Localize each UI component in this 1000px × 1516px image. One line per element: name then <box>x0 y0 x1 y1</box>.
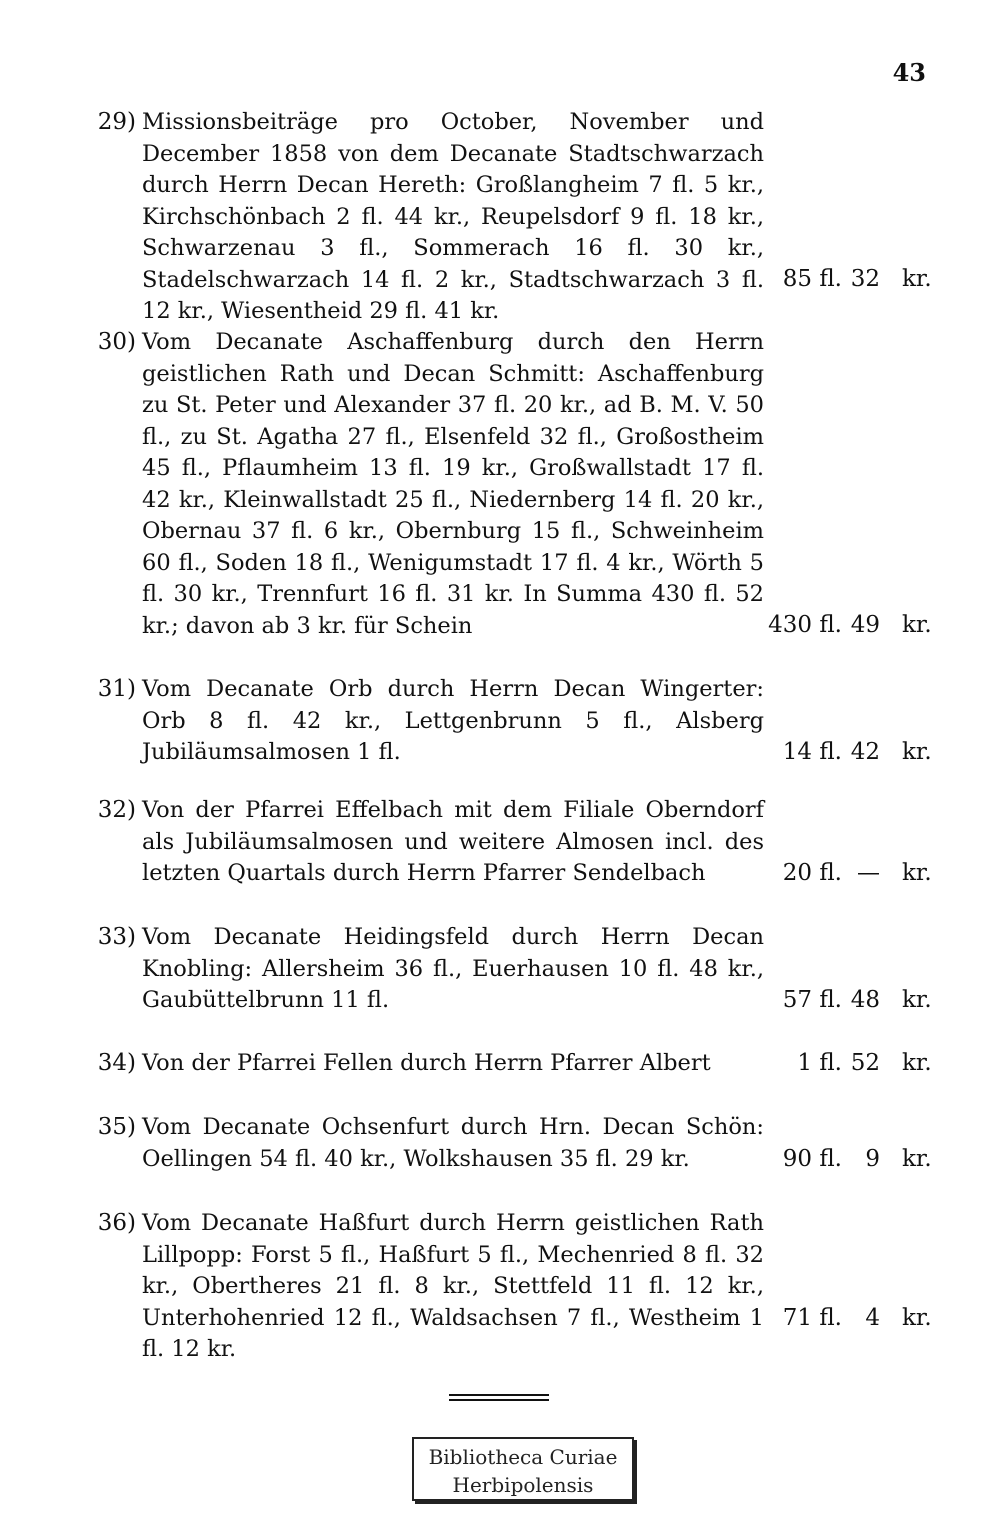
amount-fl: 430 fl. <box>768 612 842 638</box>
kr-label: kr. <box>902 739 932 765</box>
entry-amount <box>764 985 930 1017</box>
kr-label: kr. <box>902 987 932 1013</box>
entry-number: 33) <box>97 924 136 950</box>
entry-text: Missionsbeiträge pro October, November und December 1858 von dem Decanate Stadtschwarzach durch Herrn Decan Hereth: Großlangheim 7 fl. 5 kr., Kirchschönbach 2 fl. 44 kr., Reupelsdorf 9 fl. 18 kr., Schwarzenau 3 fl., Sommerach 16 fl. 30 kr., Stadelschwarzach 14 fl. 2 kr., Stadtschwarzach 3 fl. 12 kr., Wiesentheid 29 fl. 41 kr. <box>142 109 764 324</box>
list-item <box>0 1048 1000 1082</box>
entry-text: Vom Decanate Heidingsfeld durch Herrn Decan Knobling: Allersheim 36 fl., Euerhausen 10 fl. 48 kr., Gaubüttelbrunn 11 fl. <box>142 924 764 1013</box>
list-item <box>0 674 1000 770</box>
amount-kr: 48 <box>850 987 880 1013</box>
entry-number: 36) <box>97 1210 136 1236</box>
entry-amount <box>764 737 930 769</box>
entry-number: 30) <box>97 329 136 355</box>
amount-fl: 57 fl. <box>782 987 842 1013</box>
list-item <box>0 107 1000 324</box>
list-item <box>0 922 1000 1018</box>
amount-kr: — <box>857 860 880 886</box>
amount-kr: 52 <box>850 1050 880 1076</box>
amount-fl: 71 fl. <box>782 1305 842 1331</box>
closing-rule <box>449 1394 549 1396</box>
closing-rule <box>449 1399 549 1401</box>
kr-label: kr. <box>902 266 932 292</box>
amount-kr: 32 <box>850 266 880 292</box>
amount-fl: 1 fl. <box>797 1050 842 1076</box>
entry-number: 31) <box>97 676 136 702</box>
list-item <box>0 1112 1000 1176</box>
entry-text: Vom Decanate Orb durch Herrn Decan Wingerter: Orb 8 fl. 42 kr., Lettgenbrunn 5 fl., Alsberg Jubiläumsalmosen 1 fl. <box>142 676 764 765</box>
amount-kr: 49 <box>850 612 880 638</box>
kr-label: kr. <box>902 1146 932 1172</box>
entry-text: Von der Pfarrei Fellen durch Herrn Pfarrer Albert <box>142 1050 711 1076</box>
entry-text: Vom Decanate Ochsenfurt durch Hrn. Decan Schön: Oellingen 54 fl. 40 kr., Wolkshausen 35 fl. 29 kr. <box>142 1114 764 1172</box>
page-number: 43 <box>892 58 926 87</box>
amount-kr: 42 <box>850 739 880 765</box>
amount-fl: 90 fl. <box>782 1146 842 1172</box>
amount-fl: 14 fl. <box>782 739 842 765</box>
kr-label: kr. <box>902 1050 932 1076</box>
amount-fl: 20 fl. <box>782 860 842 886</box>
list-item <box>0 327 1000 643</box>
entry-text: Vom Decanate Aschaffenburg durch den Herrn geistlichen Rath und Decan Schmitt: Aschaffenburg zu St. Peter und Alexander 37 fl. 20 kr., ad B. M. V. 50 fl., zu St. Agatha 27 fl., Elsenfeld 32 fl., Großostheim 45 fl., Pflaumheim 13 fl. 19 kr., Großwallstadt 17 fl. 42 kr., Kleinwallstadt 25 fl., Niedernberg 14 fl. 20 kr., Obernau 37 fl. 6 kr., Obernburg 15 fl., Schweinheim 60 fl., Soden 18 fl., Wenigumstadt 17 fl. 4 kr., Wörth 5 fl. 30 kr., Trennfurt 16 fl. 31 kr. In Summa 430 fl. 52 kr.; davon ab 3 kr. für Schein <box>142 329 764 639</box>
entry-amount <box>764 610 930 642</box>
list-item <box>0 1208 1000 1362</box>
amount-kr: 4 <box>865 1305 880 1331</box>
entry-number: 29) <box>97 109 136 135</box>
entry-number: 32) <box>97 797 136 823</box>
entry-amount <box>764 1048 930 1080</box>
amount-fl: 85 fl. <box>782 266 842 292</box>
kr-label: kr. <box>902 612 932 638</box>
stamp-line: Bibliotheca Curiae <box>428 1445 618 1469</box>
entry-text: Vom Decanate Haßfurt durch Herrn geistlichen Rath Lillpopp: Forst 5 fl., Haßfurt 5 fl., Mechenried 8 fl. 32 kr., Obertheres 21 fl. 8 kr., Stettfeld 11 fl. 12 kr., Unterhohenried 12 fl., Waldsachsen 7 fl., Westheim 1 fl. 12 kr. <box>142 1210 764 1362</box>
library-stamp <box>412 1437 634 1501</box>
list-item <box>0 795 1000 891</box>
entry-text: Von der Pfarrei Effelbach mit dem Filiale Oberndorf als Jubiläumsalmosen und weitere Almosen incl. des letzten Quartals durch Herrn Pfarrer Sendelbach <box>142 797 764 886</box>
kr-label: kr. <box>902 860 932 886</box>
amount-kr: 9 <box>865 1146 880 1172</box>
stamp-line: Herbipolensis <box>452 1473 594 1497</box>
kr-label: kr. <box>902 1305 932 1331</box>
entry-amount <box>764 1303 930 1335</box>
entry-amount <box>764 264 930 296</box>
entry-number: 35) <box>97 1114 136 1140</box>
entry-number: 34) <box>97 1050 136 1076</box>
entry-amount <box>764 1144 930 1176</box>
entry-amount <box>764 858 930 890</box>
